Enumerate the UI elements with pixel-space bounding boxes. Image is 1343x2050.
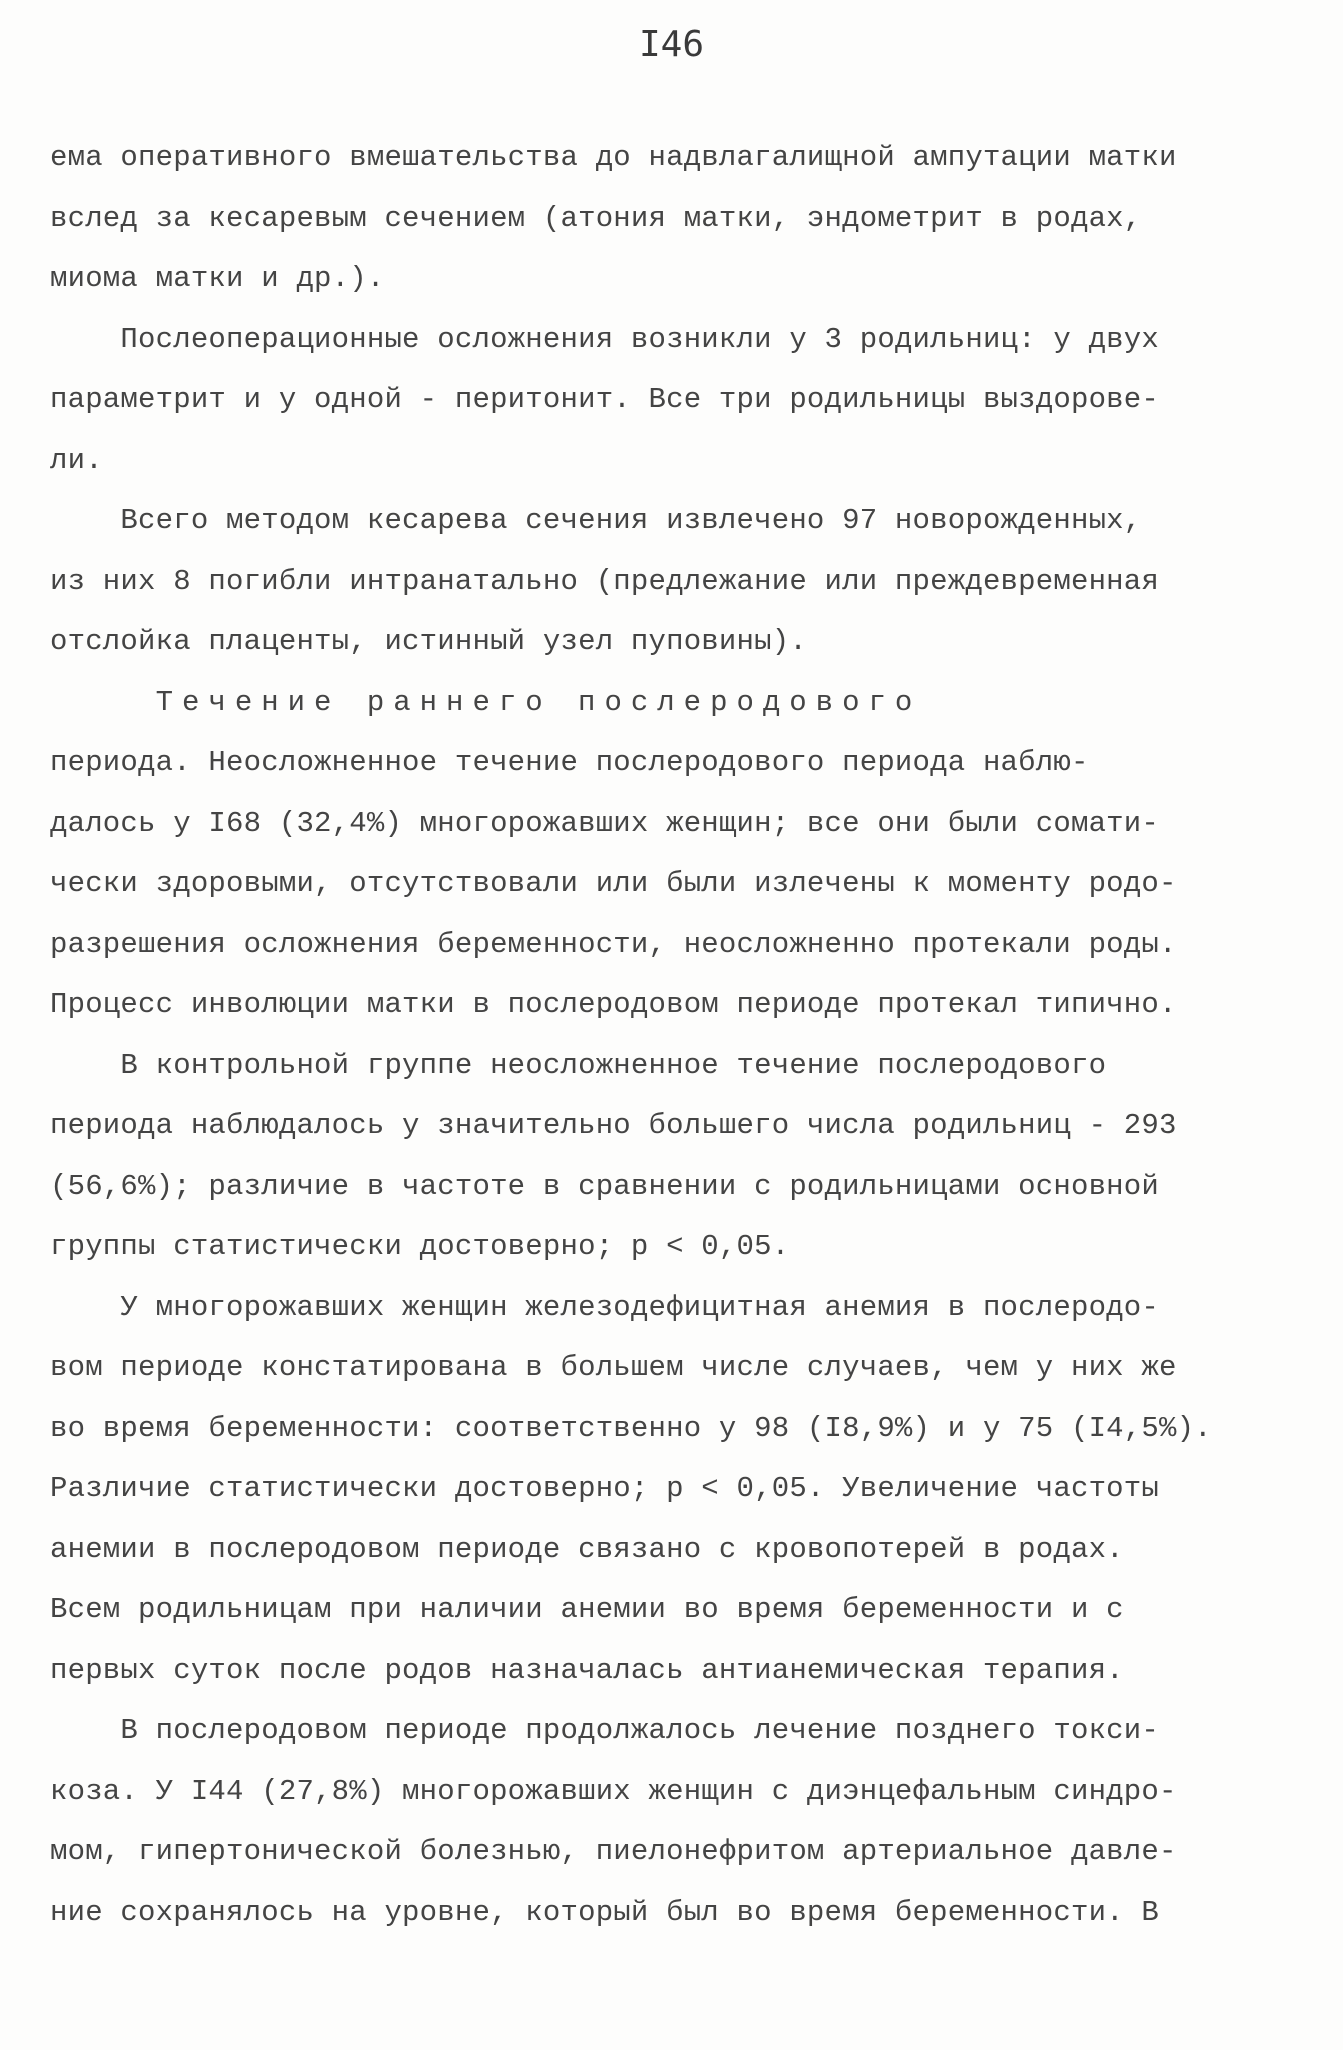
text-line: Всем родильницам при наличии анемии во время беременности и с: [50, 1593, 1124, 1626]
text-line: параметрит и у одной - перитонит. Все три родильницы выздорове-: [50, 383, 1159, 416]
body-text: [50, 128, 1310, 1943]
text-line: анемии в послеродовом периоде связано с кровопотерей в родах.: [50, 1532, 1124, 1566]
text-line: из них 8 погибли интранатально (предлежание или преждевременная: [50, 564, 1159, 598]
text-line: периода. Неосложненное течение послеродового периода наблю-: [50, 746, 1089, 779]
section-heading: Течение раннего послеродового: [50, 685, 922, 719]
text-line: во время беременности: соответственно у 98 (I8,9%) и у 75 (I4,5%).: [50, 1411, 1212, 1445]
text-line: отслойка плаценты, истинный узел пуповины).: [50, 625, 807, 658]
text-line: ли.: [50, 443, 103, 477]
text-line: Различие статистически достоверно; p < 0,05. Увеличение частоты: [50, 1472, 1159, 1505]
page-number: I46: [638, 24, 705, 65]
text-line: периода наблюдалось у значительно большего числа родильниц - 293: [50, 1109, 1177, 1142]
text-line: ние сохранялось на уровне, который был во время беременности. В: [50, 1895, 1159, 1929]
text-line: чески здоровыми, отсутствовали или были излечены к моменту родо-: [50, 867, 1177, 900]
text-line: В контрольной группе неосложненное течение послеродового: [50, 1048, 1107, 1082]
text-line: миома матки и др.).: [50, 262, 385, 295]
text-line: В послеродовом периоде продолжалось лечение позднего токси-: [50, 1714, 1159, 1747]
text-line: далось у I68 (32,4%) многорожавших женщин; все они были сомати-: [50, 806, 1159, 840]
text-line: вом периоде констатирована в большем числе случаев, чем у них же: [50, 1351, 1177, 1384]
text-line: разрешения осложнения беременности, неосложненно протекали роды.: [50, 927, 1177, 961]
text-line: первых суток после родов назначалась антианемическая терапия.: [50, 1653, 1124, 1687]
text-line: Послеоперационные осложнения возникли у 3 родильниц: у двух: [50, 322, 1159, 356]
text-line: мом, гипертонической болезнью, пиелонефритом артериальное давле-: [50, 1835, 1177, 1868]
text-line: коза. У I44 (27,8%) многорожавших женщин с диэнцефальным синдро-: [50, 1774, 1177, 1808]
text-line: группы статистически достоверно; p < 0,05.: [50, 1230, 790, 1263]
text-line: У многорожавших женщин железодефицитная анемия в послеродо-: [50, 1290, 1159, 1324]
text-line: Всего методом кесарева сечения извлечено 97 новорожденных,: [50, 504, 1142, 537]
text-line: (56,6%); различие в частоте в сравнении с родильницами основной: [50, 1169, 1159, 1203]
text-line: ема оперативного вмешательства до надвлагалищной ампутации матки: [50, 141, 1177, 174]
text-line: Процесс инволюции матки в послеродовом периоде протекал типично.: [50, 988, 1177, 1021]
text-line: вслед за кесаревым сечением (атония матки, эндометрит в родах,: [50, 201, 1142, 235]
